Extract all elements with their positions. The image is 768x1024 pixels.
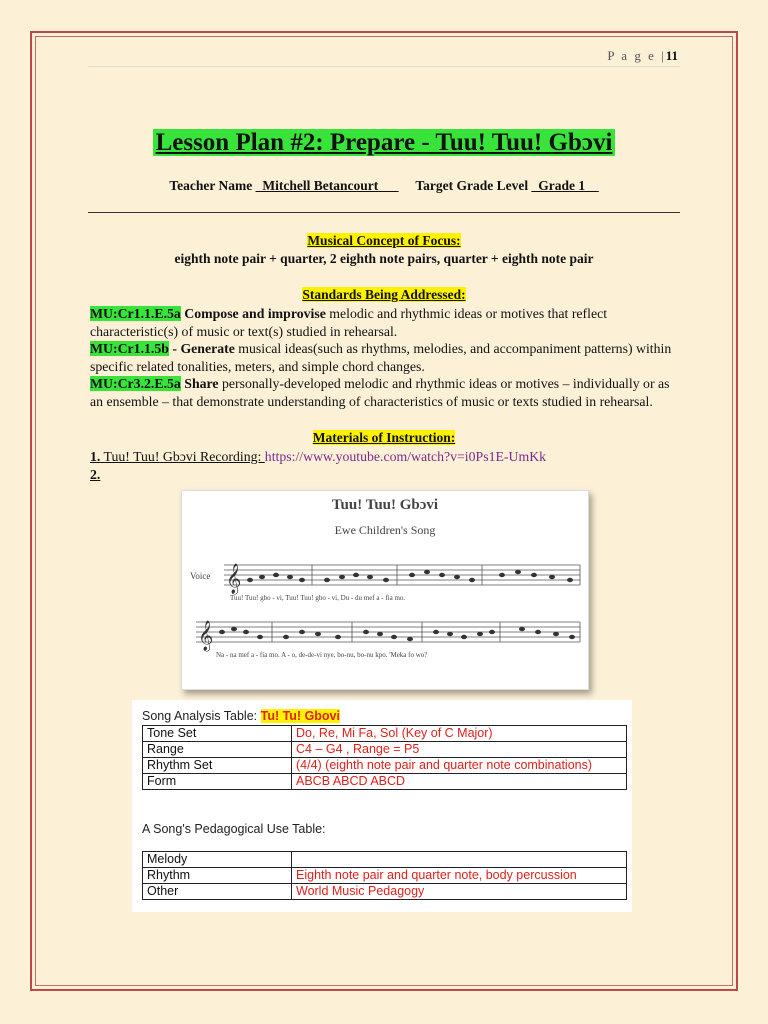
table-row: Range C4 – G4 , Range = P5 [143, 742, 627, 758]
concept-heading: Musical Concept of Focus: [307, 233, 461, 248]
voice-label: Voice [190, 571, 211, 581]
table-row: Rhythm Set (4/4) (eighth note pair and quarter note combinations) [143, 758, 627, 774]
pedagogical-table [142, 851, 627, 900]
teacher-line [0, 178, 768, 194]
svg-text:𝄞: 𝄞 [226, 564, 242, 593]
sheet-music-image [181, 490, 589, 690]
standard-item: MU:Cr3.2.E.5a Share personally-developed melodic and rhythmic ideas or motives – individually or as an ensemble – that demonstrate understanding of characteristics of music or texts studied in rehearsal. [90, 376, 670, 409]
page-number: P a g e |11 [607, 48, 678, 63]
sheet-title: Tuu! Tuu! Gbɔvi [331, 497, 439, 513]
lyrics-line-2: Na - na mef a - fia mo. A - o, de-de-vi nye, bo-nu, bo-nu kpo. 'Meka fo wo? [216, 651, 428, 659]
table-row: Other World Music Pedagogy [143, 884, 627, 900]
svg-text:𝄞: 𝄞 [198, 621, 214, 650]
grade-value: _Grade 1__ [531, 178, 599, 193]
standard-item: MU:Cr1.1.E.5a Compose and improvise melodic and rhythmic ideas or motives that reflect characteristic(s) of music or text(s) studied in rehearsal. [90, 306, 608, 339]
recording-link[interactable]: https://www.youtube.com/watch?v=i0Ps1E-UmKk [264, 449, 547, 464]
header-rule [88, 66, 680, 67]
staff-notation [182, 491, 588, 689]
lesson-title: Lesson Plan #2: Prepare - Tuu! Tuu! Gbɔvi [0, 129, 768, 157]
materials-heading: Materials of Instruction: [312, 430, 456, 445]
teacher-label: Teacher Name [169, 178, 253, 193]
concept-text: eighth note pair + quarter, 2 eighth note pairs, quarter + eighth note pair [174, 251, 594, 266]
pedagogical-caption: A Song's Pedagogical Use Table: [142, 822, 326, 836]
table-row: Melody [143, 852, 627, 868]
teacher-name: _Mitchell Betancourt___ [255, 178, 399, 193]
analysis-table [142, 725, 627, 790]
lyrics-line-1: Tuu! Tuu! gbo - vi, Tuu! Tuu! gbo - vi, Du - du mef a - fia mo. [230, 594, 406, 602]
materials-list [90, 448, 680, 483]
material-item-1: 1. Tuu! Tuu! Gbɔvi Recording: https://www.youtube.com/watch?v=i0Ps1E-UmKk [90, 449, 547, 464]
standards-list [90, 305, 680, 410]
analysis-caption: Song Analysis Table: Tu! Tu! Gbovi [142, 709, 340, 723]
divider [88, 212, 680, 213]
standard-item: MU:Cr1.1.5b - Generate musical ideas(such as rhythms, melodies, and accompaniment patterns) within specific related tonalities, meters, and simple chord changes. [90, 341, 672, 374]
song-analysis-image [132, 700, 632, 912]
table-row: Form ABCB ABCD ABCD [143, 774, 627, 790]
grade-label: Target Grade Level [415, 178, 529, 193]
table-row: Tone Set Do, Re, Mi Fa, Sol (Key of C Major) [143, 726, 627, 742]
material-item-2: 2. [90, 466, 101, 482]
table-row: Rhythm Eighth note pair and quarter note, body percussion [143, 868, 627, 884]
standards-heading: Standards Being Addressed: [302, 287, 466, 302]
sheet-subtitle: Ewe Children's Song [334, 523, 436, 537]
